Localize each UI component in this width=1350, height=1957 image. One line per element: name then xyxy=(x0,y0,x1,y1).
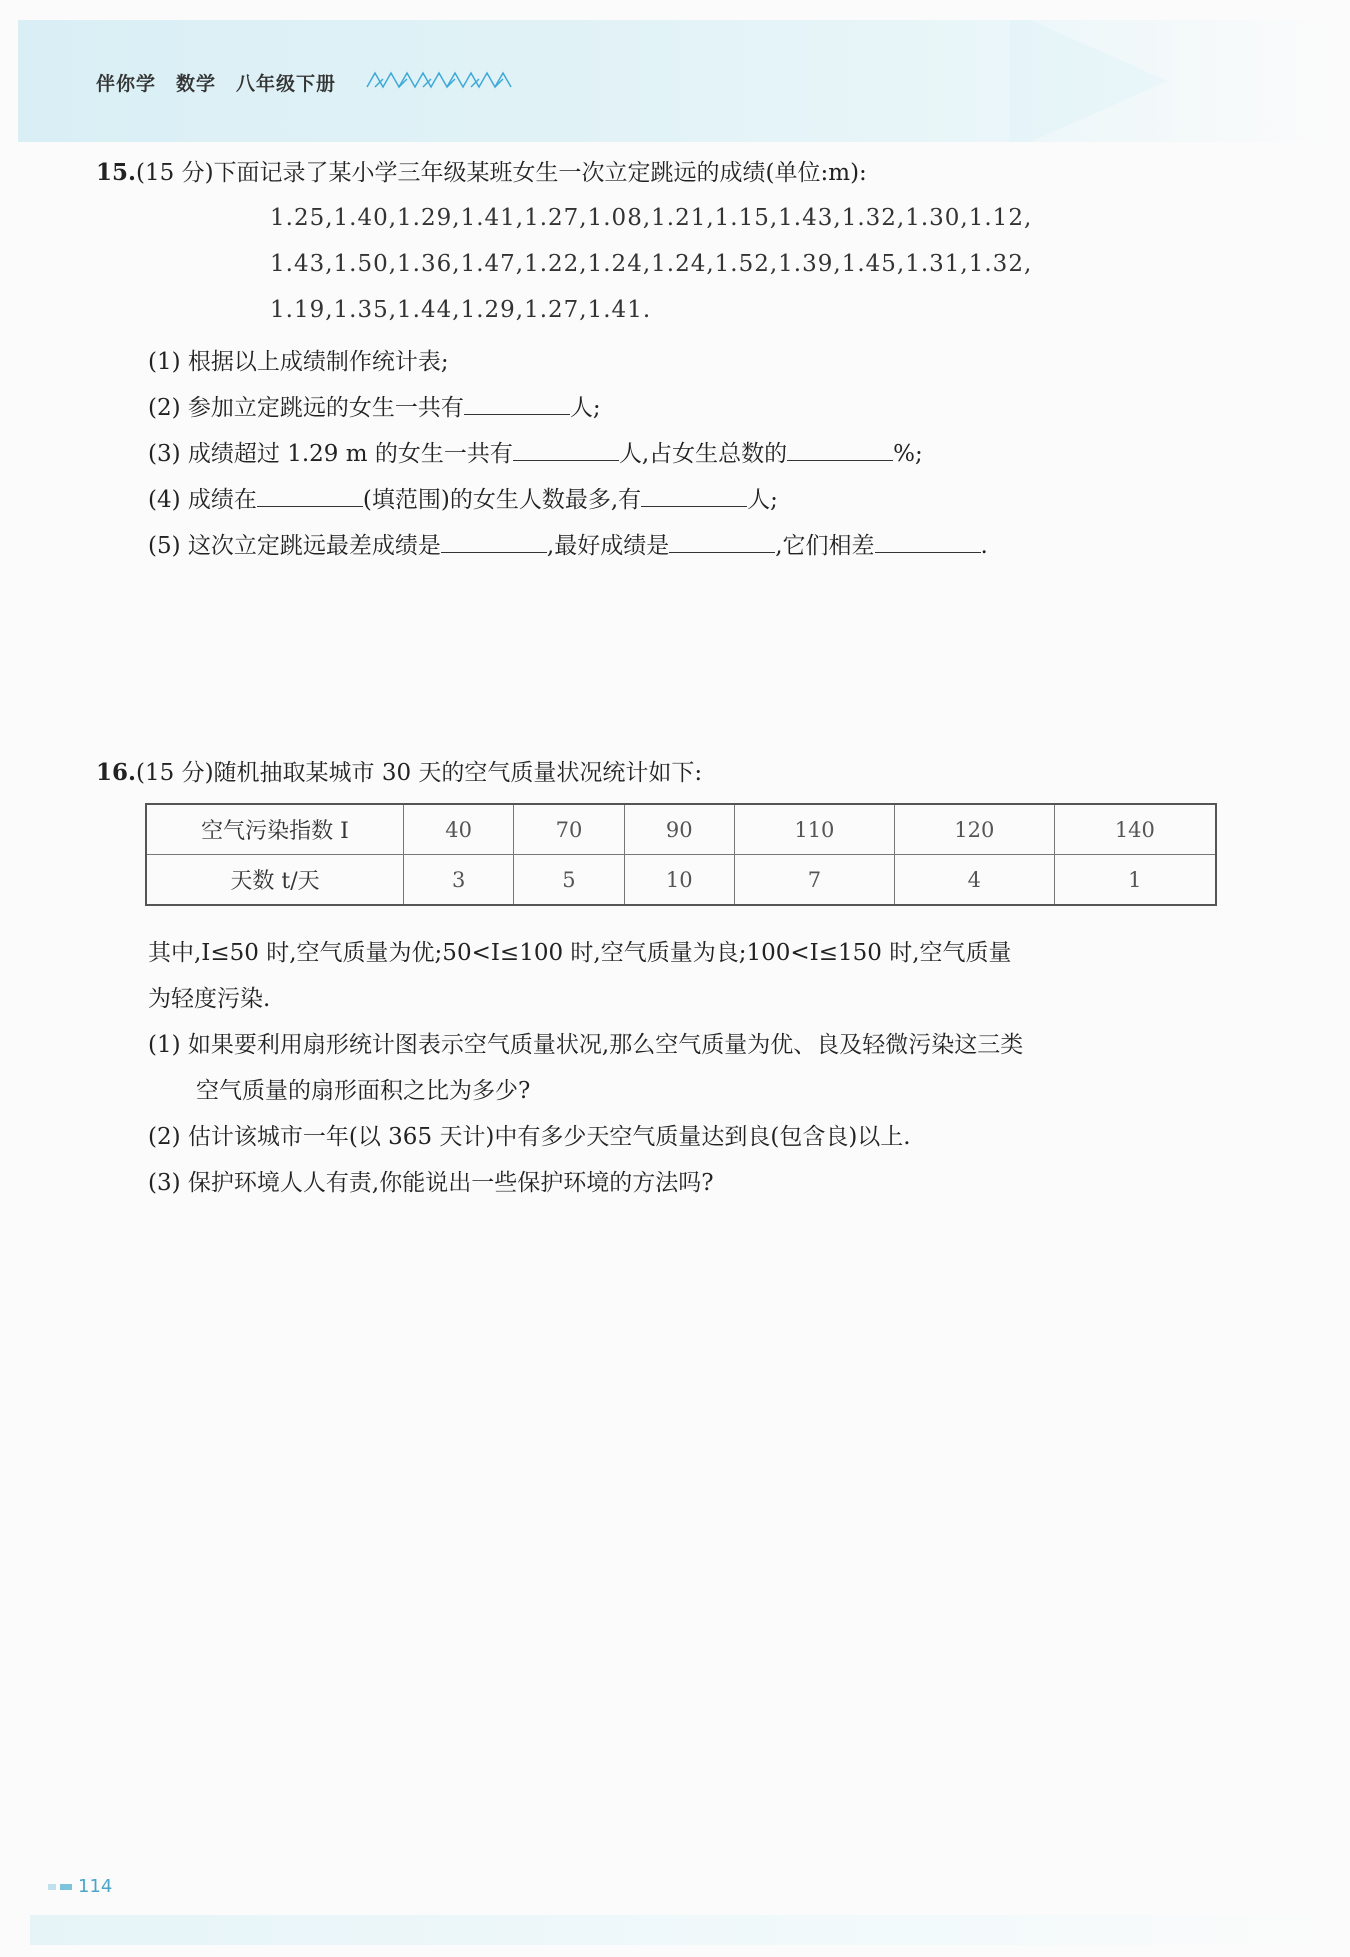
table-cell: 10 xyxy=(624,855,734,906)
q16-sub1-line-1: (1) 如果要利用扇形统计图表示空气质量状况,那么空气质量为优、良及轻微污染这三类 xyxy=(148,1032,1024,1058)
q15-sub2-answer-blank[interactable] xyxy=(464,392,570,415)
table-cell: 7 xyxy=(734,855,894,906)
q15-sub5-answer-blank-3[interactable] xyxy=(875,530,981,553)
q16-paragraph-line-2: 为轻度污染. xyxy=(148,986,271,1012)
air-quality-table xyxy=(145,803,1217,906)
q15-data-line-1: 1.25,1.40,1.29,1.41,1.27,1.08,1.21,1.15,1.43,1.32,1.30,1.12, xyxy=(270,205,1033,231)
q15-sub5 xyxy=(148,527,988,560)
running-header xyxy=(96,69,356,96)
q16-paragraph-line-1: 其中,I≤50 时,空气质量为优;50<I≤100 时,空气质量为良;100<I≤150 时,空气质量 xyxy=(148,940,1012,966)
q15-sub2-text-a: (2) 参加立定跳远的女生一共有 xyxy=(148,395,464,421)
table-cell: 70 xyxy=(514,804,624,855)
header-book: 伴你学 xyxy=(96,73,157,95)
table-header-index: 空气污染指数 I xyxy=(146,804,404,855)
table-cell: 40 xyxy=(404,804,514,855)
q15-sub1: (1) 根据以上成绩制作统计表; xyxy=(148,349,449,375)
q15-sub3-text-a: (3) 成绩超过 1.29 m 的女生一共有 xyxy=(148,441,513,467)
q15-data-line-2: 1.43,1.50,1.36,1.47,1.22,1.24,1.24,1.52,1.39,1.45,1.31,1.32, xyxy=(270,251,1033,277)
table-cell: 1 xyxy=(1054,855,1216,906)
q15-sub2-text-b: 人; xyxy=(569,395,601,421)
q16-title xyxy=(96,758,702,788)
q15-sub4-text-b: (填范围)的女生人数最多,有 xyxy=(362,487,642,513)
q15-sub5-text-b: ,最好成绩是 xyxy=(546,533,670,559)
table-header-days: 天数 t/天 xyxy=(146,855,404,906)
table-cell: 5 xyxy=(514,855,624,906)
q15-sub4-answer-blank-2[interactable] xyxy=(641,484,747,507)
footer-band xyxy=(30,1915,1330,1945)
q15-sub3-text-c: %; xyxy=(893,441,923,467)
q16-title-text: (15 分)随机抽取某城市 30 天的空气质量状况统计如下: xyxy=(136,760,703,786)
table-row xyxy=(146,804,1216,855)
header-subject: 数学 xyxy=(176,73,217,95)
q16-sub1-line-2: 空气质量的扇形面积之比为多少? xyxy=(196,1078,531,1104)
page-number xyxy=(48,1876,112,1897)
page-number-dots-icon xyxy=(48,1884,72,1890)
q15-sub4-answer-blank-1[interactable] xyxy=(257,484,363,507)
table-cell: 4 xyxy=(894,855,1054,906)
q15-sub3 xyxy=(148,435,923,468)
table-cell: 140 xyxy=(1054,804,1216,855)
q15-sub3-answer-blank-1[interactable] xyxy=(513,438,619,461)
q16-sub3: (3) 保护环境人人有责,你能说出一些保护环境的方法吗? xyxy=(148,1170,714,1196)
q15-sub3-answer-blank-2[interactable] xyxy=(787,438,893,461)
q15-sub4-text-c: 人; xyxy=(747,487,778,513)
header-triangle-ornament xyxy=(365,70,515,90)
q16-sub2: (2) 估计该城市一年(以 365 天计)中有多少天空气质量达到良(包含良)以上. xyxy=(148,1124,911,1150)
table-cell: 3 xyxy=(404,855,514,906)
q15-title xyxy=(96,158,867,188)
header-grade: 八年级下册 xyxy=(236,73,337,95)
header-banner-fade xyxy=(1010,20,1330,142)
page-number-text: 114 xyxy=(78,1876,113,1897)
q15-sub5-text-d: . xyxy=(980,533,988,559)
q15-sub2 xyxy=(148,389,601,422)
q15-number: 15. xyxy=(96,159,137,186)
q15-sub4-text-a: (4) 成绩在 xyxy=(148,487,257,513)
table-cell: 120 xyxy=(894,804,1054,855)
table-cell: 90 xyxy=(624,804,734,855)
q15-sub5-answer-blank-2[interactable] xyxy=(669,530,775,553)
q15-sub5-text-a: (5) 这次立定跳远最差成绩是 xyxy=(148,533,441,559)
table-row xyxy=(146,855,1216,906)
q15-sub4 xyxy=(148,481,778,514)
q15-sub3-text-b: 人,占女生总数的 xyxy=(618,441,788,467)
q15-sub5-answer-blank-1[interactable] xyxy=(441,530,547,553)
q16-number: 16. xyxy=(96,759,137,786)
q15-title-text: (15 分)下面记录了某小学三年级某班女生一次立定跳远的成绩(单位:m): xyxy=(136,160,867,186)
q15-data-line-3: 1.19,1.35,1.44,1.29,1.27,1.41. xyxy=(270,297,652,323)
q15-sub5-text-c: ,它们相差 xyxy=(775,533,875,559)
table-cell: 110 xyxy=(734,804,894,855)
